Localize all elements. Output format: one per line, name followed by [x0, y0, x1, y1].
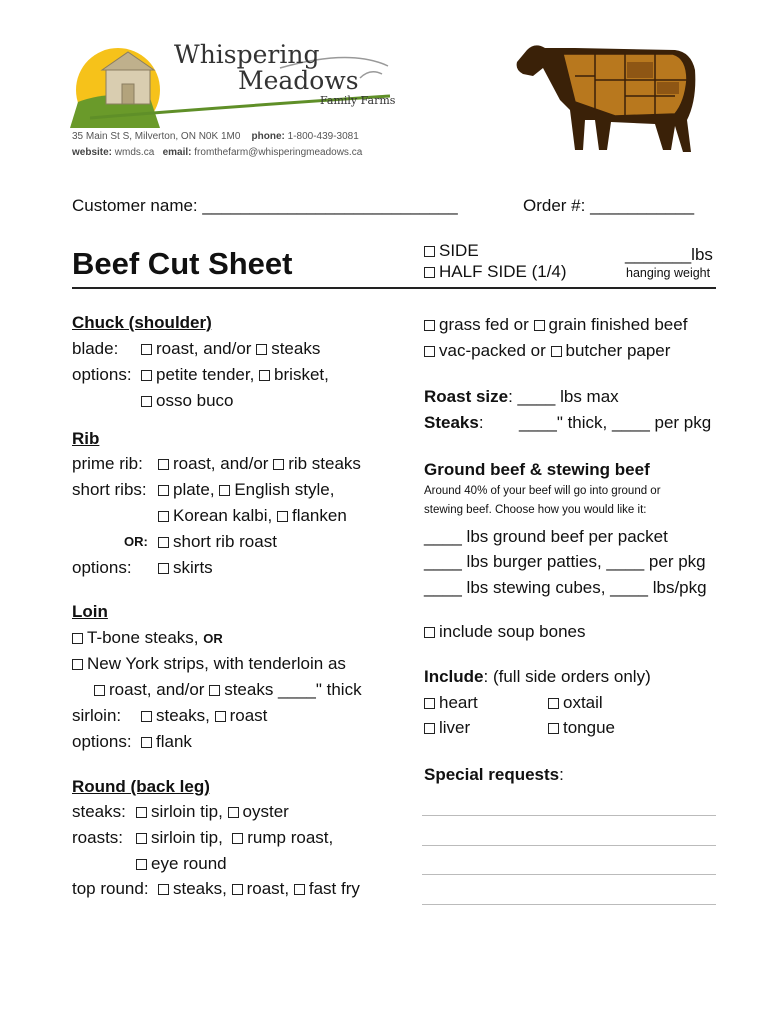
packaging-options [424, 341, 670, 361]
cow-illustration [515, 40, 705, 155]
fast-fry-label: fast fry [308, 879, 360, 898]
short-ribs-options-2 [158, 506, 347, 526]
rib-steaks-label: rib steaks [288, 454, 361, 473]
top-round-label: top round: [72, 879, 149, 898]
sirloin-options [141, 706, 267, 726]
phone-label: phone: [251, 131, 285, 142]
side-option[interactable] [424, 241, 479, 261]
loin-options-label: options: [72, 732, 132, 751]
chuck-options-label: options: [72, 365, 132, 384]
rib-options-label: options: [72, 558, 132, 577]
logo-line2: Meadows [238, 66, 359, 95]
roast-size-label: Roast size [424, 387, 509, 406]
prime-roast-label: roast, and/or [173, 454, 269, 473]
top-steaks-checkbox[interactable] [158, 884, 169, 895]
special-requests-line-1[interactable] [422, 815, 716, 816]
round-roasts-options [136, 828, 333, 848]
butcher-paper-checkbox[interactable] [551, 346, 562, 357]
website-label: website: [72, 147, 113, 158]
plate-label: plate, [173, 480, 215, 499]
special-requests-line-4[interactable] [422, 904, 716, 905]
short-rib-roast-option [158, 532, 277, 552]
stewing-cubes-field[interactable]: ____ lbs stewing cubes, ____ lbs/pkg [424, 578, 707, 597]
feed-options [424, 315, 687, 335]
special-requests-colon: : [559, 765, 564, 784]
sirloin-tip-roast-label: sirloin tip, [151, 828, 223, 847]
korean-kalbi-checkbox[interactable] [158, 511, 169, 522]
heart-option [424, 693, 478, 713]
tbone-checkbox[interactable] [72, 633, 83, 644]
oyster-checkbox[interactable] [228, 807, 239, 818]
half-side-label: HALF SIDE (1/4) [439, 262, 567, 281]
ny-strips-option [72, 654, 346, 674]
soup-bones-option [424, 622, 586, 642]
ny-strips-label: New York strips, with tenderloin as [87, 654, 346, 673]
loin-heading: Loin [72, 602, 108, 621]
sirloin-label: sirloin: [72, 706, 122, 725]
heart-checkbox[interactable] [424, 698, 435, 709]
chuck-heading: Chuck (shoulder) [72, 313, 212, 332]
round-roasts-label: roasts: [72, 828, 124, 847]
osso-buco-option [141, 391, 234, 411]
blade-options [141, 339, 320, 359]
sirloin-tip-steak-checkbox[interactable] [136, 807, 147, 818]
heart-label: heart [439, 693, 478, 712]
steaks-thickness-field[interactable]: ____" thick, ____ per pkg [519, 413, 712, 432]
side-label: SIDE [439, 241, 479, 260]
include-label: Include [424, 667, 484, 686]
ground-note-2: stewing beef. Choose how you would like it: [424, 504, 647, 516]
top-steaks-label: steaks, [173, 879, 227, 898]
tenderloin-roast-label: roast, and/or [109, 680, 205, 699]
special-requests-label: Special requests [424, 765, 560, 784]
prime-rib-label: prime rib: [72, 454, 143, 473]
short-ribs-label: short ribs: [72, 480, 147, 499]
osso-buco-checkbox[interactable] [141, 396, 152, 407]
skirts-checkbox[interactable] [158, 563, 169, 574]
grain-finished-checkbox[interactable] [534, 320, 545, 331]
flanken-label: flanken [291, 506, 347, 525]
blade-roast-checkbox[interactable] [141, 344, 152, 355]
logo-line3: Family Farms [320, 94, 396, 107]
short-ribs-options [158, 480, 335, 500]
oxtail-option [548, 693, 603, 713]
flanken-checkbox[interactable] [277, 511, 288, 522]
petite-tender-label: petite tender, [156, 365, 255, 384]
eye-round-option [136, 854, 227, 874]
tbone-or-label: OR [203, 631, 223, 646]
contact-line2 [72, 147, 362, 158]
header-divider [72, 287, 716, 289]
email-label: email: [162, 147, 192, 158]
side-checkbox[interactable] [424, 246, 435, 257]
top-roast-checkbox[interactable] [232, 884, 243, 895]
round-steaks-label: steaks: [72, 802, 126, 821]
tenderloin-steaks-checkbox[interactable] [209, 685, 220, 696]
sirloin-tip-steak-label: sirloin tip, [151, 802, 223, 821]
grass-fed-checkbox[interactable] [424, 320, 435, 331]
burger-patties-field[interactable]: ____ lbs burger patties, ____ per pkg [424, 552, 706, 571]
half-side-option[interactable] [424, 262, 567, 282]
brisket-label: brisket, [274, 365, 329, 384]
half-side-checkbox[interactable] [424, 267, 435, 278]
sirloin-roast-label: roast [229, 706, 268, 725]
flank-option [141, 732, 192, 752]
petite-tender-checkbox[interactable] [141, 370, 152, 381]
steaks-label [424, 413, 484, 433]
sirloin-roast-checkbox[interactable] [215, 711, 226, 722]
website: wmds.ca [114, 147, 155, 158]
phone: 1-800-439-3081 [287, 131, 359, 142]
osso-buco-label: osso buco [156, 391, 234, 410]
tenderloin-roast-checkbox[interactable] [94, 685, 105, 696]
roast-size-value: : ____ lbs max [508, 387, 619, 406]
korean-kalbi-label: Korean kalbi, [173, 506, 273, 525]
english-style-label: English style, [234, 480, 335, 499]
soup-bones-label: include soup bones [439, 622, 586, 641]
or-label: OR: [124, 534, 148, 549]
ground-note-1: Around 40% of your beef will go into ground or [424, 485, 661, 497]
customer-name-field[interactable]: Customer name: ___________________________ [72, 196, 458, 215]
chuck-options [141, 365, 329, 385]
grass-fed-label: grass fed or [439, 315, 529, 334]
skirts-option [158, 558, 213, 578]
flank-checkbox[interactable] [141, 737, 152, 748]
contact-line1 [72, 131, 359, 142]
tongue-option [548, 718, 615, 738]
short-rib-roast-checkbox[interactable] [158, 537, 169, 548]
ny-tenderloin-options [94, 680, 362, 700]
ground-beef-field[interactable]: ____ lbs ground beef per packet [424, 527, 668, 546]
blade-roast-label: roast, and/or [156, 339, 252, 358]
include-note: : (full side orders only) [483, 667, 651, 686]
page-title: Beef Cut Sheet [72, 246, 293, 281]
liver-checkbox[interactable] [424, 723, 435, 734]
ny-strips-checkbox[interactable] [72, 659, 83, 670]
tenderloin-steaks-label: steaks ____" thick [224, 680, 362, 699]
prime-roast-checkbox[interactable] [158, 459, 169, 470]
logo-line1: Whispering [174, 40, 320, 69]
liver-label: liver [439, 718, 471, 737]
round-steaks-options [136, 802, 289, 822]
plate-checkbox[interactable] [158, 485, 169, 496]
oxtail-label: oxtail [563, 693, 603, 712]
soup-bones-checkbox[interactable] [424, 627, 435, 638]
tbone-option [72, 628, 223, 649]
sirloin-steaks-label: steaks, [156, 706, 210, 725]
top-roast-label: roast, [246, 879, 290, 898]
round-heading: Round (back leg) [72, 777, 210, 796]
rump-roast-label: rump roast, [247, 828, 334, 847]
rib-steaks-checkbox[interactable] [273, 459, 284, 470]
email: fromthefarm@whisperingmeadows.ca [194, 147, 363, 158]
tongue-checkbox[interactable] [548, 723, 559, 734]
special-requests-heading [424, 765, 564, 785]
tongue-label: tongue [563, 718, 615, 737]
blade-label: blade: [72, 339, 119, 358]
tbone-label: T-bone steaks, [87, 628, 199, 647]
hanging-weight-label: hanging weight [626, 266, 711, 280]
eye-round-checkbox[interactable] [136, 859, 147, 870]
liver-option [424, 718, 470, 738]
eye-round-label: eye round [151, 854, 227, 873]
special-requests-line-2[interactable] [422, 845, 716, 846]
steaks-label-text: Steaks [424, 413, 479, 432]
steaks-colon: : [478, 413, 484, 432]
order-number-field[interactable]: Order #: ___________ [523, 196, 695, 215]
roast-size-field[interactable] [424, 387, 619, 407]
ground-beef-heading: Ground beef & stewing beef [424, 460, 650, 479]
address: 35 Main St S, Milverton, ON N0K 1M0 [72, 131, 241, 142]
butcher-paper-label: butcher paper [565, 341, 671, 360]
fast-fry-checkbox[interactable] [294, 884, 305, 895]
english-style-checkbox[interactable] [219, 485, 230, 496]
sirloin-steaks-checkbox[interactable] [141, 711, 152, 722]
rib-heading: Rib [72, 429, 100, 448]
short-rib-roast-label: short rib roast [173, 532, 277, 551]
sirloin-tip-roast-checkbox[interactable] [136, 833, 147, 844]
blade-steaks-checkbox[interactable] [256, 344, 267, 355]
oxtail-checkbox[interactable] [548, 698, 559, 709]
rump-roast-checkbox[interactable] [232, 833, 243, 844]
special-requests-line-3[interactable] [422, 874, 716, 875]
vac-packed-checkbox[interactable] [424, 346, 435, 357]
oyster-label: oyster [242, 802, 289, 821]
flank-label: flank [156, 732, 192, 751]
include-heading [424, 667, 651, 687]
farm-logo [70, 38, 400, 128]
prime-rib-options [158, 454, 361, 474]
brisket-checkbox[interactable] [259, 370, 270, 381]
vac-packed-label: vac-packed or [439, 341, 546, 360]
top-round-options [158, 879, 360, 899]
lbs-field[interactable]: _______lbs [625, 245, 713, 264]
skirts-label: skirts [173, 558, 213, 577]
blade-steaks-label: steaks [271, 339, 321, 358]
grain-finished-label: grain finished beef [548, 315, 688, 334]
